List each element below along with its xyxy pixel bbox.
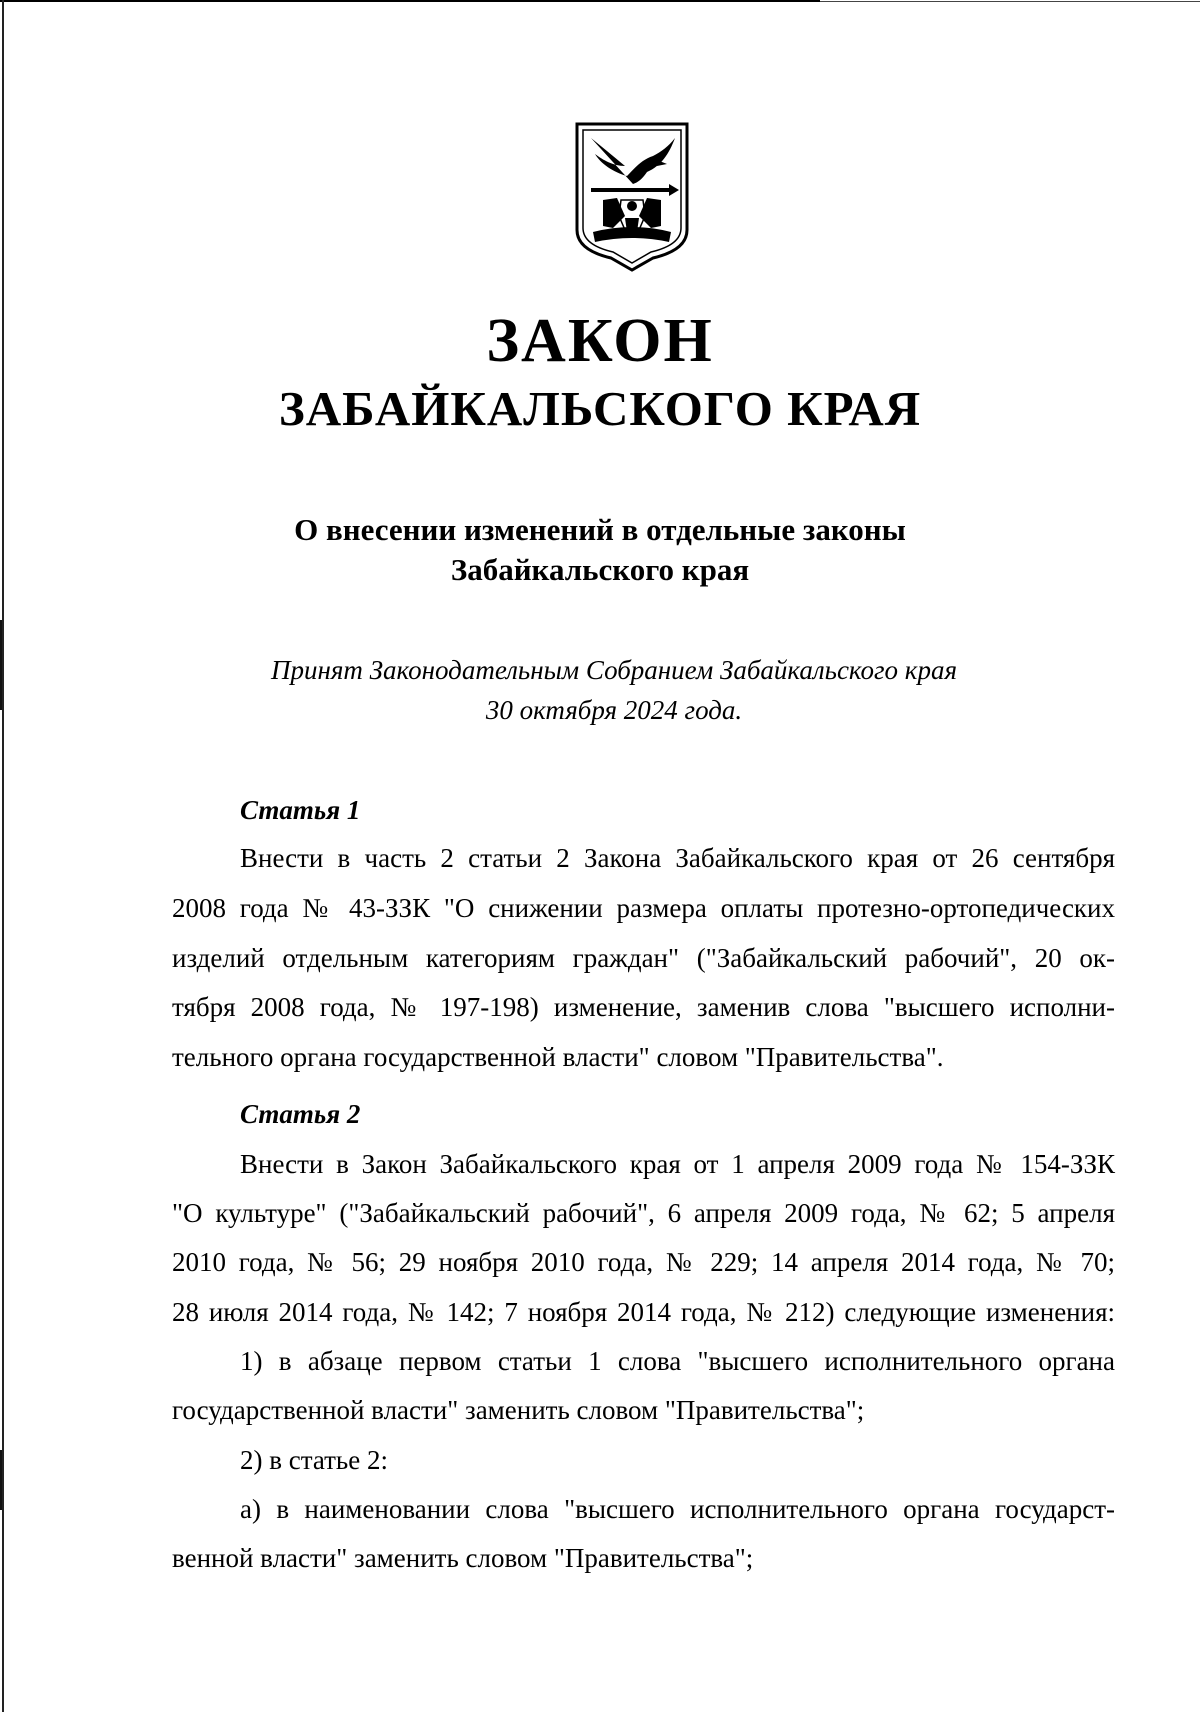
paragraph-line: Внести в часть 2 статьи 2 Закона Забайкальского края от 26 сентября — [240, 843, 1115, 873]
document-subtitle: Забайкальского края — [450, 552, 750, 587]
paragraph-line: тельного органа государственной власти" словом "Правительства". — [172, 1042, 944, 1072]
paragraph-line: венной власти" заменить словом "Правительства"; — [172, 1543, 754, 1573]
document-title: ЗАКОН — [486, 307, 714, 375]
paragraph-line: Внести в Закон Забайкальского края от 1 апреля 2009 года № 154-ЗЗК — [240, 1149, 1115, 1179]
list-item: а) в наименовании слова "высшего исполнительного органа государст- — [240, 1494, 1115, 1524]
paragraph-line: 28 июля 2014 года, № 142; 7 ноября 2014 года, № 212) следующие изменения: — [172, 1297, 1115, 1327]
list-item: 2) в статье 2: — [240, 1445, 388, 1475]
coat-of-arms-icon — [573, 120, 691, 272]
scan-mark — [0, 620, 2, 710]
paragraph-line: тября 2008 года, № 197-198) изменение, заменив слова "высшего исполни- — [172, 992, 1115, 1022]
paragraph-line: государственной власти" заменить словом "Правительства"; — [172, 1395, 865, 1425]
paragraph-line: 2010 года, № 56; 29 ноября 2010 года, № 229; 14 апреля 2014 года, № 70; — [172, 1247, 1115, 1277]
scan-mark — [0, 1450, 2, 1510]
adoption-date: 30 октября 2024 года. — [485, 695, 743, 725]
scan-edge-top — [0, 0, 820, 2]
article-heading: Статья 2 — [240, 1099, 361, 1129]
paragraph-line: "О культуре" ("Забайкальский рабочий", 6 апреля 2009 года, № 62; 5 апреля — [172, 1198, 1115, 1228]
scan-edge-left — [2, 0, 4, 1712]
document-title-region: ЗАБАЙКАЛЬСКОГО КРАЯ — [278, 381, 922, 436]
document-subtitle: О внесении изменений в отдельные законы — [294, 512, 906, 547]
paragraph-line: изделий отдельным категориям граждан" ("Забайкальский рабочий", 20 ок- — [172, 943, 1115, 973]
list-item: 1) в абзаце первом статьи 1 слова "высшего исполнительного органа — [240, 1346, 1115, 1376]
adoption-note: Принят Законодательным Собранием Забайкальского края — [270, 655, 957, 685]
scan-edge-top-right — [820, 1, 1200, 2]
paragraph-line: 2008 года № 43-ЗЗК "О снижении размера оплаты протезно-ортопедических — [172, 893, 1115, 923]
article-heading: Статья 1 — [240, 795, 361, 825]
